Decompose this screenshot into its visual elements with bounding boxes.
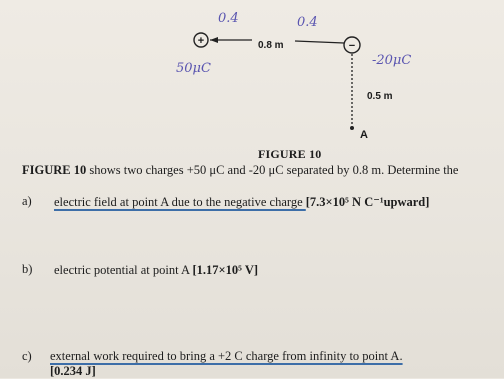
figure-diagram xyxy=(0,0,504,165)
distance-vertical-label: 0.5 m xyxy=(367,91,393,102)
question-a-text: electric field at point A due to the negative charge xyxy=(54,195,306,209)
handwritten-left-charge: 50μC xyxy=(176,61,211,76)
question-b-answer: [1.17×10⁵ V] xyxy=(192,263,259,277)
positive-charge xyxy=(194,33,208,47)
intro-figure-ref: FIGURE 10 xyxy=(22,163,87,177)
positive-sign: + xyxy=(197,35,205,47)
question-b-text: electric potential at point A xyxy=(54,263,193,277)
question-b xyxy=(54,263,258,278)
negative-sign: − xyxy=(348,40,356,52)
handwritten-right-top: 0.4 xyxy=(297,15,318,30)
arrow-head-left xyxy=(210,37,218,43)
point-a-label: A xyxy=(360,129,368,141)
intro-body: shows two charges +50 μC and -20 μC separated by 0.8 m. Determine the xyxy=(86,163,459,177)
question-c-answer: [0.234 J] xyxy=(50,364,96,378)
handwritten-left-top: 0.4 xyxy=(218,11,239,26)
question-a xyxy=(54,194,429,210)
figure-caption: FIGURE 10 xyxy=(258,147,322,161)
question-b-label: b) xyxy=(22,262,33,276)
handwritten-right-charge: -20μC xyxy=(372,53,412,68)
question-a-label: a) xyxy=(22,194,32,208)
intro-text xyxy=(22,163,502,178)
distance-line-right xyxy=(295,41,344,43)
distance-horizontal-label: 0.8 m xyxy=(258,40,284,51)
question-c-text: external work required to bring a +2 C charge from infinity to point A. xyxy=(50,349,403,363)
negative-charge xyxy=(344,37,360,53)
question-c-label: c) xyxy=(22,349,32,363)
question-a-answer: [7.3×10⁵ N C⁻¹upward] xyxy=(305,195,430,209)
question-c xyxy=(50,349,403,364)
point-a-dot xyxy=(350,126,354,130)
